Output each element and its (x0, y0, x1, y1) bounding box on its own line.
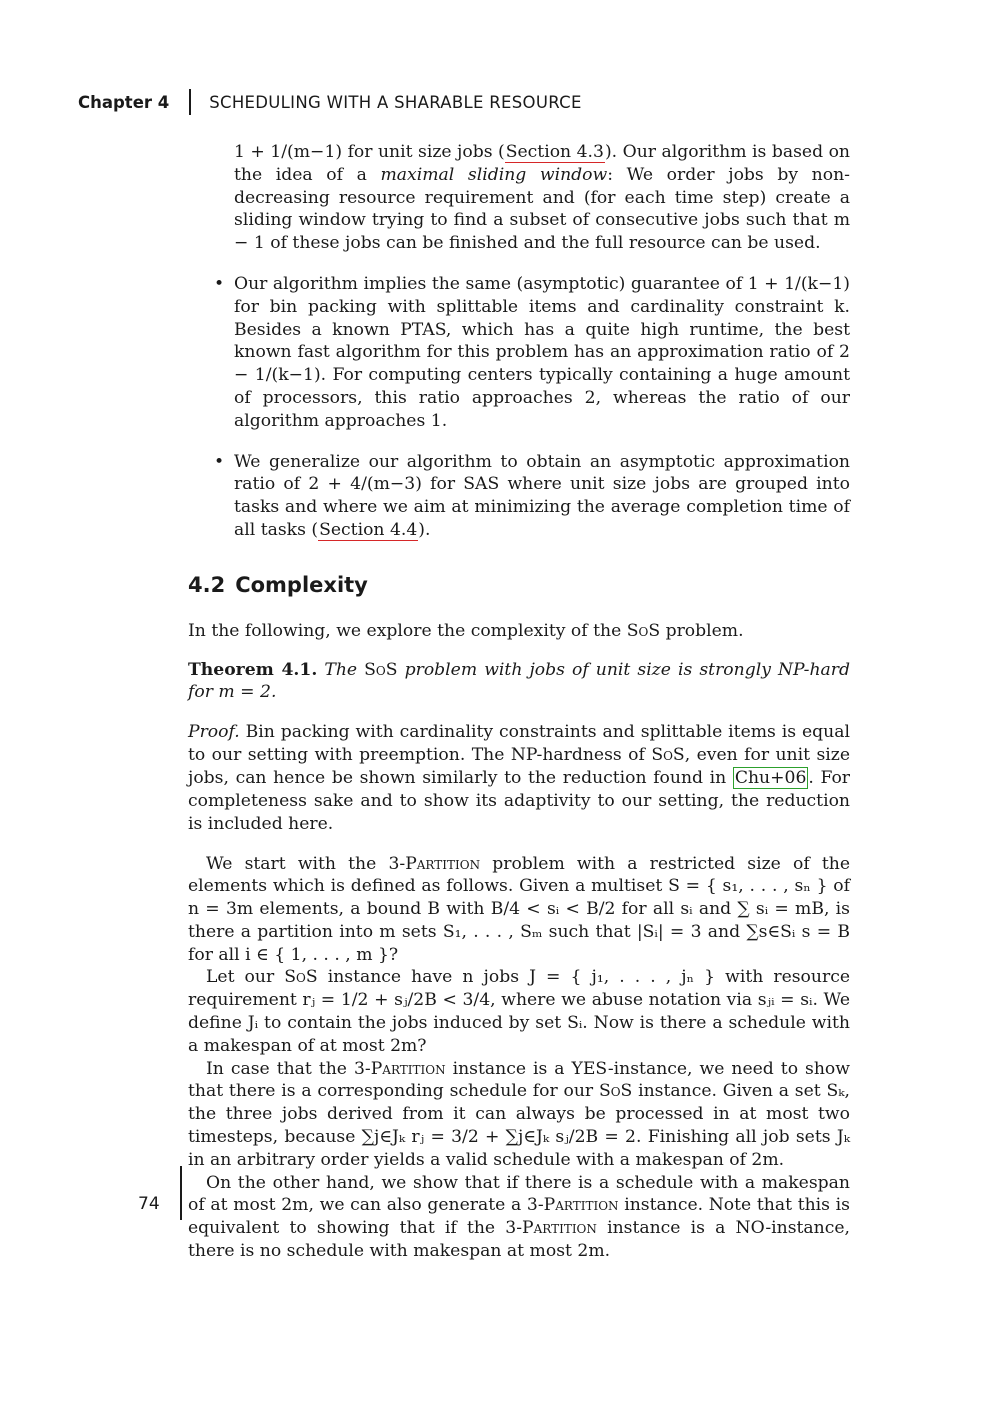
text-span: instance. Given a set Sₖ, the three jobs derived from it can always be processed in at most two timesteps, because ∑j∈Jₖ rⱼ = 3/2 + ∑j∈Jₖ sⱼ/2B = 2. Finishing all job sets Jₖ in an arbitrary order yields a valid schedule with a makespan of 2m. (188, 1081, 850, 1170)
small-caps-text: SoS (598, 1081, 633, 1102)
text-span: We start with the 3- (206, 853, 406, 874)
section-intro (188, 620, 850, 643)
text-span: ). Our algorithm is based on the idea of a (234, 142, 850, 185)
citation-link[interactable]: Chu+06 (734, 767, 807, 788)
page-footer (138, 1166, 182, 1220)
text-span: On the other hand, we show that if there is a schedule with a makespan of at most 2m, we can also generate a 3- (188, 1172, 850, 1216)
proof-paragraph (188, 721, 850, 835)
text-span: ). (418, 519, 431, 540)
small-caps-text: SAS (463, 474, 500, 495)
text-span: In case that the 3- (206, 1058, 371, 1079)
chapter-label: Chapter 4 (78, 92, 170, 112)
small-caps-text: SoS (651, 745, 685, 766)
chapter-title: SCHEDULING WITH A SHARABLE RESOURCE (209, 92, 582, 112)
small-caps-text: SoS (626, 620, 661, 641)
theorem-label: Theorem 4.1. (188, 659, 318, 680)
page-number: 74 (138, 1194, 160, 1214)
header-divider (189, 89, 191, 115)
text-span: . For completeness sake and to show its adaptivity to our setting, the reduction is included here. (188, 767, 851, 834)
bullet-dot: • (214, 451, 225, 472)
text-span: problem with a restricted size of the elements which is defined as follows. Given a multiset S = { s₁, . . . , sₙ } of n = 3m elements, a bound B with B/4 < sᵢ < B/2 for all sᵢ and ∑ sᵢ = mB, is there a partition into m sets S₁, . . . , Sₘ such that |Sᵢ| = 3 and ∑s∈Sᵢ s = B for all i ∈ { 1, . . . , m }? (188, 853, 850, 965)
text-span: where unit size jobs are grouped into tasks and where we aim at minimizing the average completion time of all tasks ( (234, 474, 850, 540)
text-span: Let our (206, 967, 285, 988)
proof-paragraph (188, 1172, 850, 1263)
proof-label: Proof. (188, 722, 240, 743)
section-number: 4.2 (188, 572, 226, 597)
section-4-3-link[interactable]: Section 4.3 (505, 142, 604, 162)
small-caps-text: SoS (364, 659, 398, 680)
section-title: Complexity (235, 572, 368, 597)
proof-paragraph (188, 1058, 850, 1172)
text-span: instance have n jobs J = { j₁, . . . , jₙ } with resource requirement rⱼ = 1/2 + sⱼ/2B < 3/4, where we abuse notation via sⱼᵢ = sᵢ. We define Jᵢ to contain the jobs induced by set Sᵢ. Now is there a schedule with a makespan of at most 2m? (188, 967, 850, 1056)
page-body (188, 141, 850, 1263)
bullet-dot: • (214, 273, 225, 294)
small-caps-text: Partition (522, 1218, 597, 1239)
small-caps-text: Partition (370, 1058, 446, 1079)
text-span: Bin packing with cardinality constraints and splittable items is equal to our setting with preemption. The NP-hardness of (188, 722, 850, 766)
section-heading (188, 572, 850, 598)
small-caps-text: Partition (405, 853, 481, 874)
text-span: : We order jobs by non-decreasing resource requirement and (for each time step) create a sliding window trying to find a subset of consecutive jobs such that m − 1 of these jobs can be finished and the full resource can be used. (234, 164, 850, 254)
intro-paragraph (234, 141, 850, 255)
text-span: , even for unit size jobs, can hence be shown similarly to the reduction found in (188, 745, 851, 788)
theorem (188, 659, 850, 705)
text-span: instance is a NO-instance, there is no schedule with makespan at most 2m. (188, 1218, 850, 1262)
text-span: The (324, 659, 365, 680)
small-caps-text: Partition (543, 1195, 619, 1216)
proof-paragraph (188, 853, 850, 967)
text-span: instance. Note that this is equivalent to showing that if the 3- (188, 1195, 850, 1239)
proof-paragraph (188, 966, 850, 1057)
text-span: We generalize our algorithm to obtain an asymptotic approximation ratio of 2 + 4/(m−3) for (234, 451, 850, 495)
text-span: 1 + 1/(m−1) for unit size jobs ( (234, 142, 505, 162)
footer-divider (180, 1166, 182, 1220)
text-span: In the following, we explore the complexity of the (188, 620, 627, 641)
text-span: instance is a YES-instance, we need to show that there is a corresponding schedule for our (188, 1058, 850, 1102)
running-header (78, 88, 582, 116)
emphasis-text: maximal sliding window (380, 164, 608, 185)
bullet-item (188, 273, 850, 433)
bullet-item (188, 451, 850, 542)
text-span: problem with jobs of unit size is strongly NP-hard for m = 2. (188, 659, 850, 703)
bullet-text: Our algorithm implies the same (asymptotic) guarantee of 1 + 1/(k−1) for bin packing with splittable items and cardinality constraint k. Besides a known PTAS, which has a quite high runtime, the best known fast algorithm for this problem has an approximation ratio of 2 − 1/(k−1). For computing centers typically containing a huge amount of processors, this ratio approaches 2, whereas the ratio of our algorithm approaches 1. (234, 273, 850, 431)
small-caps-text: SoS (284, 967, 318, 988)
text-span: problem. (660, 620, 744, 641)
section-4-4-link[interactable]: Section 4.4 (319, 519, 418, 540)
